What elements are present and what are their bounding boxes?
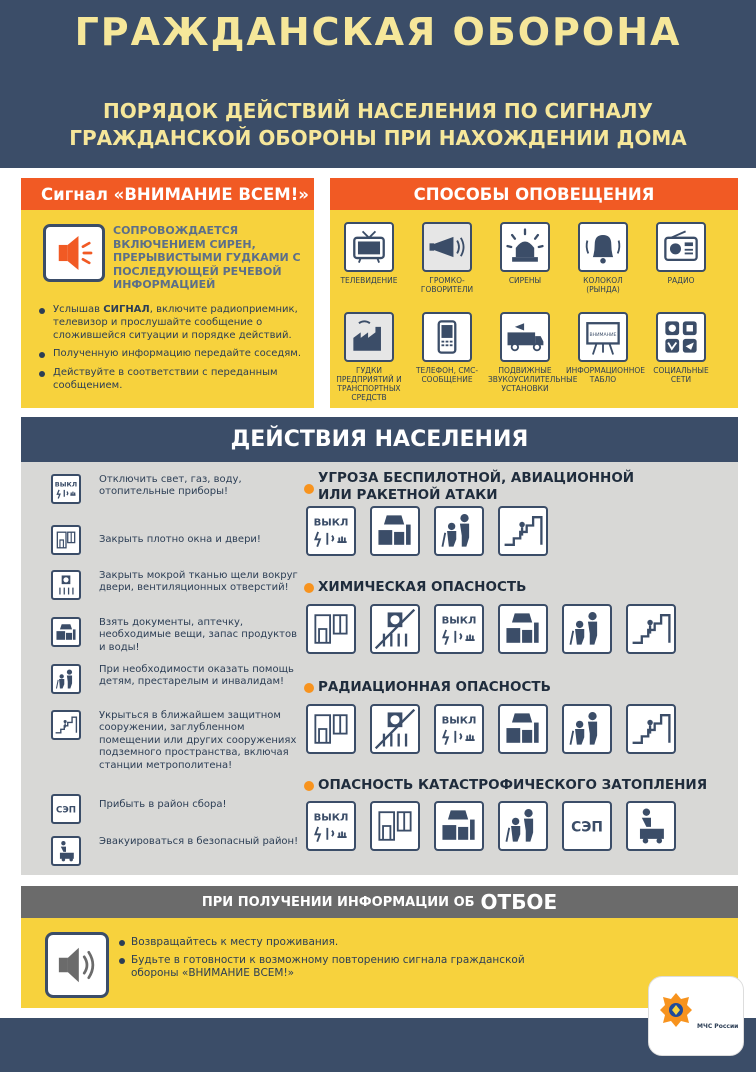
help-people-icon	[434, 506, 484, 556]
method-sirens: СИРЕНЫ	[488, 222, 562, 285]
all-clear-instructions	[119, 936, 539, 985]
shelter-icon	[626, 604, 676, 654]
subtitle-line-1: ПОРЯДОК ДЕЙСТВИЙ НАСЕЛЕНИЯ ПО СИГНАЛУ	[103, 99, 653, 123]
fan-cloth-icon	[370, 704, 420, 754]
all-clear-instruction-1: Возвращайтесь к месту проживания.	[119, 936, 539, 949]
threat-bullet	[304, 583, 314, 593]
svg-text:СЭП: СЭП	[56, 805, 76, 816]
subtitle-line-2: ГРАЖДАНСКОЙ ОБОРОНЫ ПРИ НАХОЖДЕНИИ ДОМА	[69, 126, 687, 150]
method-bell: КОЛОКОЛ (РЫНДА)	[566, 222, 640, 294]
speaker-icon	[45, 932, 109, 998]
method-factory-horns: ГУДКИ ПРЕДПРИЯТИЙ И ТРАНСПОРТНЫХ СРЕДСТВ	[332, 312, 406, 402]
signal-panel	[21, 178, 314, 408]
method-info-board: ВНИМАНИЕ ИНФОРМАЦИОННОЕ ТАБЛО	[566, 312, 640, 384]
signal-instruction-3: Действуйте в соответствии с переданным сообщением.	[39, 367, 309, 393]
signal-instruction-2: Полученную информацию передайте соседям.	[39, 348, 309, 361]
method-radio: РАДИО	[644, 222, 718, 285]
threat-bullet	[304, 484, 314, 494]
shelter-icon	[498, 506, 548, 556]
shelter-icon	[626, 704, 676, 754]
signal-instruction-1: Услышав СИГНАЛ, включите радиоприемник, телевизор и прослушайте сообщение о сложившейся ситуации и порядке действий.	[39, 304, 309, 342]
help-people-icon	[498, 801, 548, 851]
fan-cloth-icon	[51, 570, 81, 600]
documents-kit-icon	[498, 704, 548, 754]
power-off-icon	[51, 474, 81, 504]
method-phone: ТЕЛЕФОН, СМС-СООБЩЕНИЕ	[410, 312, 484, 384]
method-loudspeakers: ГРОМКО-ГОВОРИТЕЛИ	[410, 222, 484, 294]
vehicle-icon	[500, 312, 550, 362]
svg-text:ВНИМАНИЕ: ВНИМАНИЕ	[589, 333, 617, 339]
factory-icon	[344, 312, 394, 362]
page-title: ГРАЖДАНСКАЯ ОБОРОНА	[74, 10, 682, 54]
sep-icon	[562, 801, 612, 851]
method-social: СОЦИАЛЬНЫЕ СЕТИ	[644, 312, 718, 384]
shelter-icon	[51, 710, 81, 740]
notification-methods-panel	[330, 178, 738, 408]
documents-kit-icon	[498, 604, 548, 654]
window-door-icon	[306, 604, 356, 654]
board-icon	[578, 312, 628, 362]
bell-icon	[578, 222, 628, 272]
window-door-icon	[51, 525, 81, 555]
signal-instructions	[39, 304, 309, 399]
method-mobile-loudspeakers: ПОДВИЖНЫЕ ЗВУКОУСИЛИТЕЛЬНЫЕ УСТАНОВКИ	[488, 312, 562, 393]
all-clear-title: ПРИ ПОЛУЧЕНИИ ИНФОРМАЦИИ ОБ ОТБОЕ	[21, 886, 738, 918]
threat-title: ХИМИЧЕСКАЯ ОПАСНОСТЬ	[318, 579, 527, 595]
fan-cloth-icon	[370, 604, 420, 654]
svg-text:ВЫКЛ: ВЫКЛ	[441, 615, 477, 627]
window-door-icon	[370, 801, 420, 851]
phone-icon	[422, 312, 472, 362]
page-subtitle	[0, 98, 756, 152]
all-clear-panel	[21, 886, 738, 1008]
documents-kit-icon	[434, 801, 484, 851]
all-clear-instruction-2: Будьте в готовности к возможному повторению сигнала гражданской обороны «ВНИМАНИЕ ВСЕМ!»	[119, 954, 539, 980]
loudspeaker-icon	[422, 222, 472, 272]
evacuation-icon	[626, 801, 676, 851]
help-people-icon	[51, 664, 81, 694]
help-people-icon	[562, 704, 612, 754]
signal-description: СОПРОВОЖДАЕТСЯ ВКЛЮЧЕНИЕМ СИРЕН, ПРЕРЫВИСТЫМИ ГУДКАМИ С ПОСЛЕДУЮЩЕЙ РЕЧЕВОЙ ИНФОРМАЦИЕЙ	[113, 224, 301, 291]
speaker-icon	[43, 224, 105, 282]
notification-methods-title: СПОСОБЫ ОПОВЕЩЕНИЯ	[330, 178, 738, 210]
threat-title: ОПАСНОСТЬ КАТАСТРОФИЧЕСКОГО ЗАТОПЛЕНИЯ	[318, 777, 708, 793]
threat-bullet	[304, 781, 314, 791]
mchs-emblem	[648, 976, 744, 1056]
tv-icon	[344, 222, 394, 272]
mchs-emblem-label: МЧС России	[697, 1023, 739, 1030]
documents-kit-icon	[370, 506, 420, 556]
threat-bullet	[304, 683, 314, 693]
svg-text:ВЫКЛ: ВЫКЛ	[313, 812, 349, 824]
method-tv: ТЕЛЕВИДЕНИЕ	[332, 222, 406, 285]
power-off-icon	[434, 704, 484, 754]
svg-text:ВЫКЛ: ВЫКЛ	[54, 480, 78, 489]
power-off-icon	[306, 801, 356, 851]
evacuation-icon	[51, 836, 81, 866]
threat-title: РАДИАЦИОННАЯ ОПАСНОСТЬ	[318, 679, 551, 695]
actions-panel: ДЕЙСТВИЯ НАСЕЛЕНИЯ ВЫКЛ Отключить свет, газ, воду, отопительные приборы! Закрыть плотно окна и двери! Закрыть мокрой тканью щели вокруг двери, вентиляционных отверстий! Взять документы, аптечку, необходимые вещи, запас продуктов и воды! При необходимости оказать помощь детям, престарелым и инвалидам! Укрыться в ближайшем защитном сооружении, заглубленном помещении или других сооружениях подземного пространства, включая станции метрополитена! СЭП Прибыть в район сбора! Эвакуироваться в безопасный район! УГРОЗА БЕСПИЛОТНОЙ, АВИАЦИОННОЙ ИЛИ РАКЕТНОЙ АТАКИ ВЫКЛ ХИМИЧЕСКАЯ ОПАСНОСТЬ ВЫКЛ РАДИАЦИОННАЯ ОПАСНОСТЬ ВЫКЛ ОПАСНОСТЬ КАТАСТРОФИЧЕСКОГО ЗАТОПЛЕНИЯ ВЫКЛ СЭП	[21, 417, 738, 875]
footer-bar	[0, 1018, 756, 1072]
header-banner	[0, 0, 756, 168]
svg-text:ВЫКЛ: ВЫКЛ	[313, 517, 349, 529]
power-off-icon	[434, 604, 484, 654]
threat-title: УГРОЗА БЕСПИЛОТНОЙ, АВИАЦИОННОЙ ИЛИ РАКЕТНОЙ АТАКИ	[318, 470, 635, 503]
svg-text:СЭП: СЭП	[571, 819, 603, 836]
mchs-logo-icon	[659, 991, 693, 1029]
window-door-icon	[306, 704, 356, 754]
documents-kit-icon	[51, 617, 81, 647]
help-people-icon	[562, 604, 612, 654]
social-icon	[656, 312, 706, 362]
sep-icon	[51, 794, 81, 824]
power-off-icon	[306, 506, 356, 556]
svg-text:ВЫКЛ: ВЫКЛ	[441, 715, 477, 727]
signal-title: Сигнал «ВНИМАНИЕ ВСЕМ!»	[21, 178, 314, 210]
actions-title: ДЕЙСТВИЯ НАСЕЛЕНИЯ	[21, 417, 738, 462]
siren-icon	[500, 222, 550, 272]
radio-icon	[656, 222, 706, 272]
